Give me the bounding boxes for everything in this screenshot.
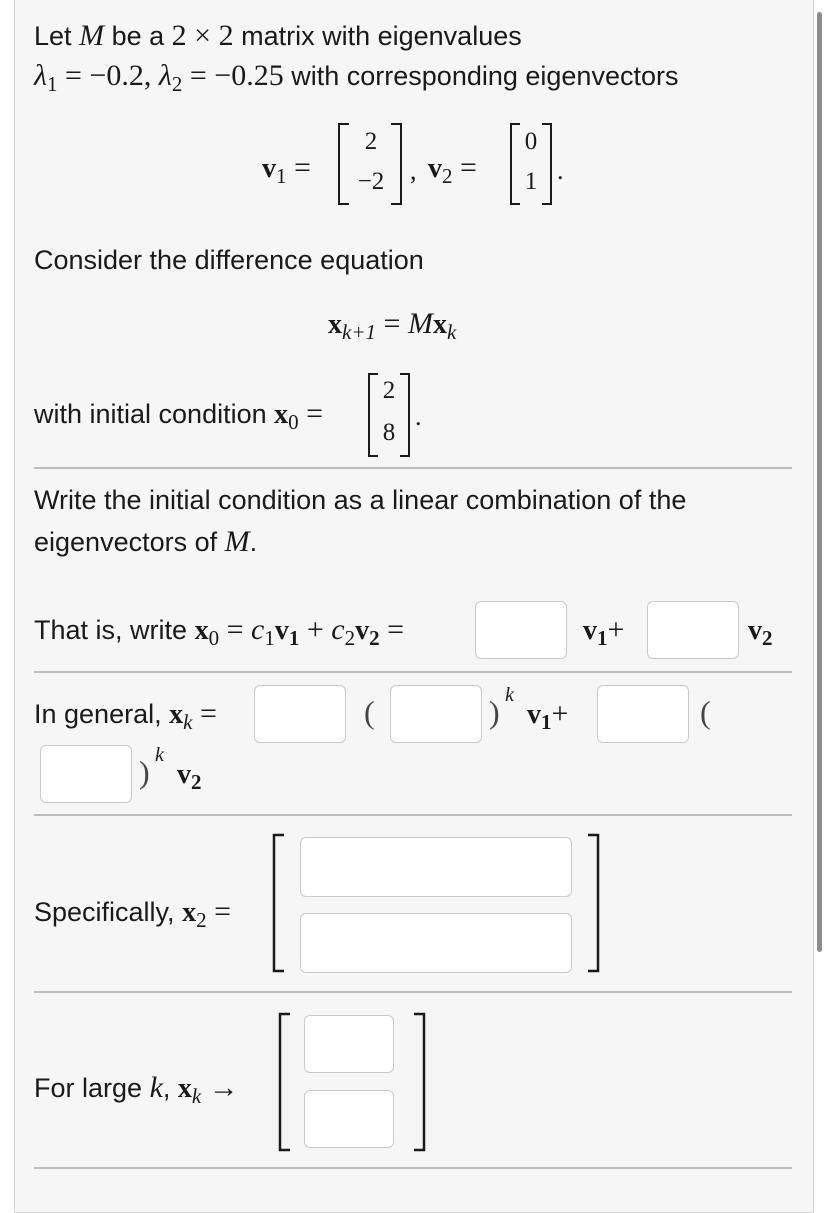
coefficient-symbol: c: [331, 613, 345, 646]
question-text: Specifically,: [34, 897, 175, 927]
vector-symbol: x: [328, 309, 342, 340]
question-text: .: [249, 527, 258, 557]
matrix-symbol: M: [224, 525, 250, 558]
question-text: For large: [34, 1073, 143, 1103]
question-text: In general,: [34, 699, 162, 729]
divider: [34, 467, 792, 469]
comma: ,: [410, 156, 417, 185]
question-1-linear-combination: [34, 612, 404, 656]
vector-subscript: 1: [597, 626, 608, 650]
intro-text: matrix with eigenvalues: [241, 21, 522, 51]
scrollbar[interactable]: [817, 12, 822, 952]
matrix-dimensions: 2 × 2: [171, 19, 234, 52]
vector-symbol: x: [177, 1073, 192, 1104]
comma: ,: [162, 1073, 171, 1103]
eigenvector-v1-entry-1: 2: [364, 128, 378, 155]
eigenvector-v2-entry-1: 0: [524, 128, 538, 155]
coefficient-subscript: 2: [344, 626, 356, 650]
difference-equation: [328, 306, 456, 350]
vector-subscript: 2: [369, 626, 380, 650]
plus-sign: +: [551, 697, 569, 730]
initial-condition-label: [34, 396, 323, 440]
eigenvalue-2: = −0.25: [189, 59, 284, 92]
initial-text: with initial condition: [34, 399, 267, 429]
lambda-subscript: 1: [47, 72, 58, 96]
question-1-line-2: [34, 524, 257, 560]
question-text: eigenvectors of: [34, 527, 218, 557]
divider: [34, 671, 792, 673]
intro-line-2: [34, 58, 678, 102]
intro-text: be a: [111, 21, 165, 51]
equals-sign: =: [387, 613, 405, 646]
vector-subscript: 1: [541, 710, 552, 734]
v1-plus-label: [527, 696, 568, 740]
power-k: [505, 684, 514, 707]
coefficient-subscript: 1: [264, 626, 275, 650]
exponent: k: [505, 684, 514, 706]
lambda-symbol: λ: [34, 59, 47, 92]
divider: [34, 991, 792, 993]
vector-subscript: k: [183, 710, 193, 734]
v2-label: [748, 612, 773, 656]
exponent: k: [155, 744, 164, 766]
general-lambda1-input[interactable]: [390, 685, 482, 743]
limit-entry-2-input[interactable]: [304, 1090, 394, 1148]
limit-entry-1-input[interactable]: [304, 1015, 394, 1073]
intro-text: with corresponding eigenvectors: [291, 61, 679, 91]
vector-subscript: 0: [208, 626, 220, 650]
vector-symbol: x: [432, 309, 447, 340]
equals-sign: =: [214, 895, 232, 928]
vector-symbol: v: [177, 759, 191, 790]
vector-symbol: v: [527, 699, 541, 730]
divider: [34, 814, 792, 816]
general-lambda2-input[interactable]: [40, 745, 132, 803]
x2-entry-1-input[interactable]: [300, 837, 572, 897]
vector-symbol: v: [428, 153, 442, 184]
vector-subscript: k: [191, 1084, 202, 1108]
equals-sign: =: [199, 697, 217, 730]
question-text: That is, write: [34, 615, 188, 645]
equals-sign: =: [226, 613, 244, 646]
vector-symbol: v: [262, 153, 276, 184]
vector-subscript: k: [446, 320, 457, 344]
v2-label: [177, 756, 202, 800]
plus-sign: +: [306, 613, 324, 646]
equals-sign: =: [460, 151, 477, 184]
vector-symbol: x: [182, 897, 197, 928]
vector-symbol: v: [748, 615, 762, 646]
power-k: [155, 744, 164, 767]
intro-line-1: [34, 18, 522, 54]
lambda-subscript: 2: [171, 72, 183, 96]
vector-symbol: v: [274, 615, 289, 646]
vector-subscript: 1: [288, 626, 300, 650]
coefficient-symbol: c: [251, 613, 265, 646]
period: .: [415, 402, 422, 431]
divider: [34, 1167, 792, 1169]
c1-input[interactable]: [475, 601, 567, 659]
vector-symbol: x: [169, 699, 184, 730]
equals-sign: =: [306, 397, 324, 430]
c2-input[interactable]: [647, 601, 739, 659]
close-paren: ): [139, 754, 150, 790]
matrix-symbol: M: [79, 19, 105, 52]
eigenvector-v1-label: [262, 150, 311, 194]
vector-symbol: x: [274, 399, 289, 430]
equals-sign: =: [383, 307, 401, 340]
vector-symbol: v: [583, 615, 597, 646]
vector-subscript: k+1: [342, 320, 376, 344]
question-2-label: [34, 696, 217, 740]
vector-subscript: 2: [762, 626, 773, 650]
period: .: [557, 156, 564, 185]
question-3-label: [34, 894, 231, 938]
vector-subscript: 2: [196, 908, 207, 932]
eigenvector-v1-entry-2: −2: [357, 168, 385, 195]
vector-subscript: 0: [288, 410, 299, 434]
open-paren: (: [364, 694, 375, 730]
matrix-symbol: M: [407, 307, 433, 340]
open-paren: (: [700, 694, 711, 730]
close-paren: ): [489, 694, 500, 730]
initial-vector-entry-1: 2: [382, 377, 396, 404]
arrow-icon: →: [208, 1071, 239, 1104]
v1-plus-label: [583, 612, 624, 656]
vector-subscript: 2: [191, 770, 202, 794]
vector-symbol: x: [194, 615, 209, 646]
vector-subscript: 1: [276, 164, 287, 188]
general-c2-input[interactable]: [597, 685, 689, 743]
vector-symbol: v: [355, 615, 370, 646]
eigenvector-v2-entry-2: 1: [524, 168, 538, 195]
x2-entry-2-input[interactable]: [300, 913, 572, 973]
k-symbol: k: [149, 1071, 163, 1104]
difference-label: Consider the difference equation: [34, 245, 424, 275]
initial-vector-entry-2: 8: [382, 419, 396, 446]
eigenvector-v2-label: [428, 150, 477, 194]
eigenvalue-1: = −0.2,: [65, 59, 152, 92]
general-c1-input[interactable]: [254, 685, 346, 743]
intro-text: Let: [34, 21, 72, 51]
plus-sign: +: [607, 613, 625, 646]
vector-subscript: 2: [442, 164, 453, 188]
lambda-symbol: λ: [158, 59, 172, 92]
equals-sign: =: [294, 151, 311, 184]
question-4-label: [34, 1070, 239, 1114]
question-1-line-1: Write the initial condition as a linear combination of the: [34, 485, 687, 515]
